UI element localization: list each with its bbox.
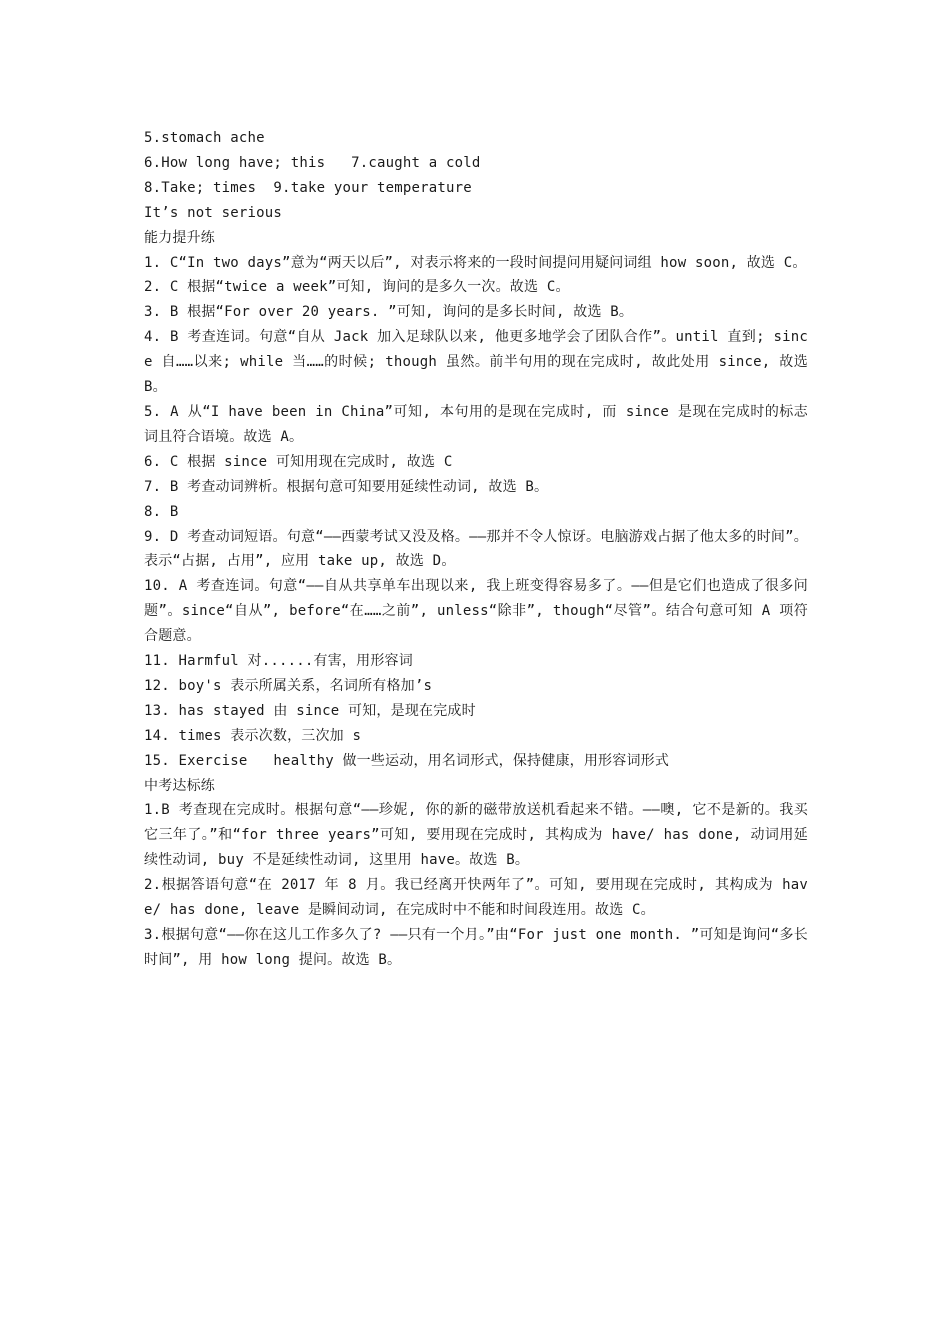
- answer-line-6-7: 6.How long have; this 7.caught a cold: [144, 154, 481, 171]
- list-item: 1.B 考查现在完成时。根据句意“——珍妮, 你的新的磁带放送机看起来不错。——噢, 它不是新的。我买它三年了。”和“for three years”可知, 要用现在完成时, 其构成为 have/ has done, 动词用延续性动词, buy 不是延续性动词, 这里用 have。故选 B。: [144, 802, 808, 869]
- section-title-ability: 能力提升练: [144, 229, 215, 246]
- list-item: 2. C 根据“twice a week”可知, 询问的是多久一次。故选 C。: [144, 279, 570, 296]
- list-item: 14. times 表示次数，三次加 s: [144, 727, 362, 744]
- list-item: 3.根据句意“——你在这儿工作多久了? ——只有一个月。”由“For just one month. ”可知是询问“多长时间”, 用 how long 提问。故选 B。: [144, 927, 808, 968]
- answer-line-5: 5.stomach ache: [144, 130, 265, 146]
- list-item: 15. Exercise healthy 做一些运动，用名词形式，保持健康，用形容词形式: [144, 752, 670, 769]
- list-item: 1. C“In two days”意为“两天以后”, 对表示将来的一段时间提问用疑问词组 how soon, 故选 C。: [144, 254, 807, 271]
- list-item: 3. B 根据“For over 20 years. ”可知, 询问的是多长时间, 故选 B。: [144, 304, 634, 321]
- list-item: 11. Harmful 对......有害，用形容词: [144, 653, 413, 670]
- answer-line-8-9: 8.Take; times 9.take your temperature: [144, 179, 472, 196]
- answer-line-extra: It’s not serious: [144, 204, 283, 221]
- list-item: 4. B 考查连词。句意“自从 Jack 加入足球队以来, 他更多地学会了团队合作”。until 直到; since 自……以来; while 当……的时候; though 虽然。前半句用的现在完成时, 故此处用 since, 故选 B。: [144, 329, 817, 396]
- list-item: 5. A 从“I have been in China”可知, 本句用的是现在完成时, 而 since 是现在完成时的标志词且符合语境。故选 A。: [144, 403, 808, 445]
- list-item: 8. B: [144, 503, 179, 520]
- list-item: 7. B 考查动词辨析。根据句意可知要用延续性动词, 故选 B。: [144, 478, 549, 495]
- list-item: 6. C 根据 since 可知用现在完成时, 故选 C: [144, 453, 453, 470]
- list-item: 10. A 考查连词。句意“——自从共享单车出现以来, 我上班变得容易多了。——但是它们也造成了很多问题”。since“自从”, before“在……之前”, unless“除非”, though“尽管”。结合句意可知 A 项符合题意。: [144, 578, 808, 645]
- list-item: 12. boy's 表示所属关系，名词所有格加’s: [144, 677, 433, 694]
- answer-key-page: [144, 126, 817, 973]
- section-title-exam: 中考达标练: [144, 777, 215, 794]
- list-item: 9. D 考查动词短语。句意“——西蒙考试又没及格。——那并不令人惊讶。电脑游戏占据了他太多的时间”。表示“占据, 占用”, 应用 take up, 故选 D。: [144, 528, 808, 570]
- list-item: 13. has stayed 由 since 可知，是现在完成时: [144, 702, 476, 719]
- list-item: 2.根据答语句意“在 2017 年 8 月。我已经离开快两年了”。可知, 要用现在完成时, 其构成为 have/ has done, leave 是瞬间动词, 在完成时中不能和时间段连用。故选 C。: [144, 877, 808, 919]
